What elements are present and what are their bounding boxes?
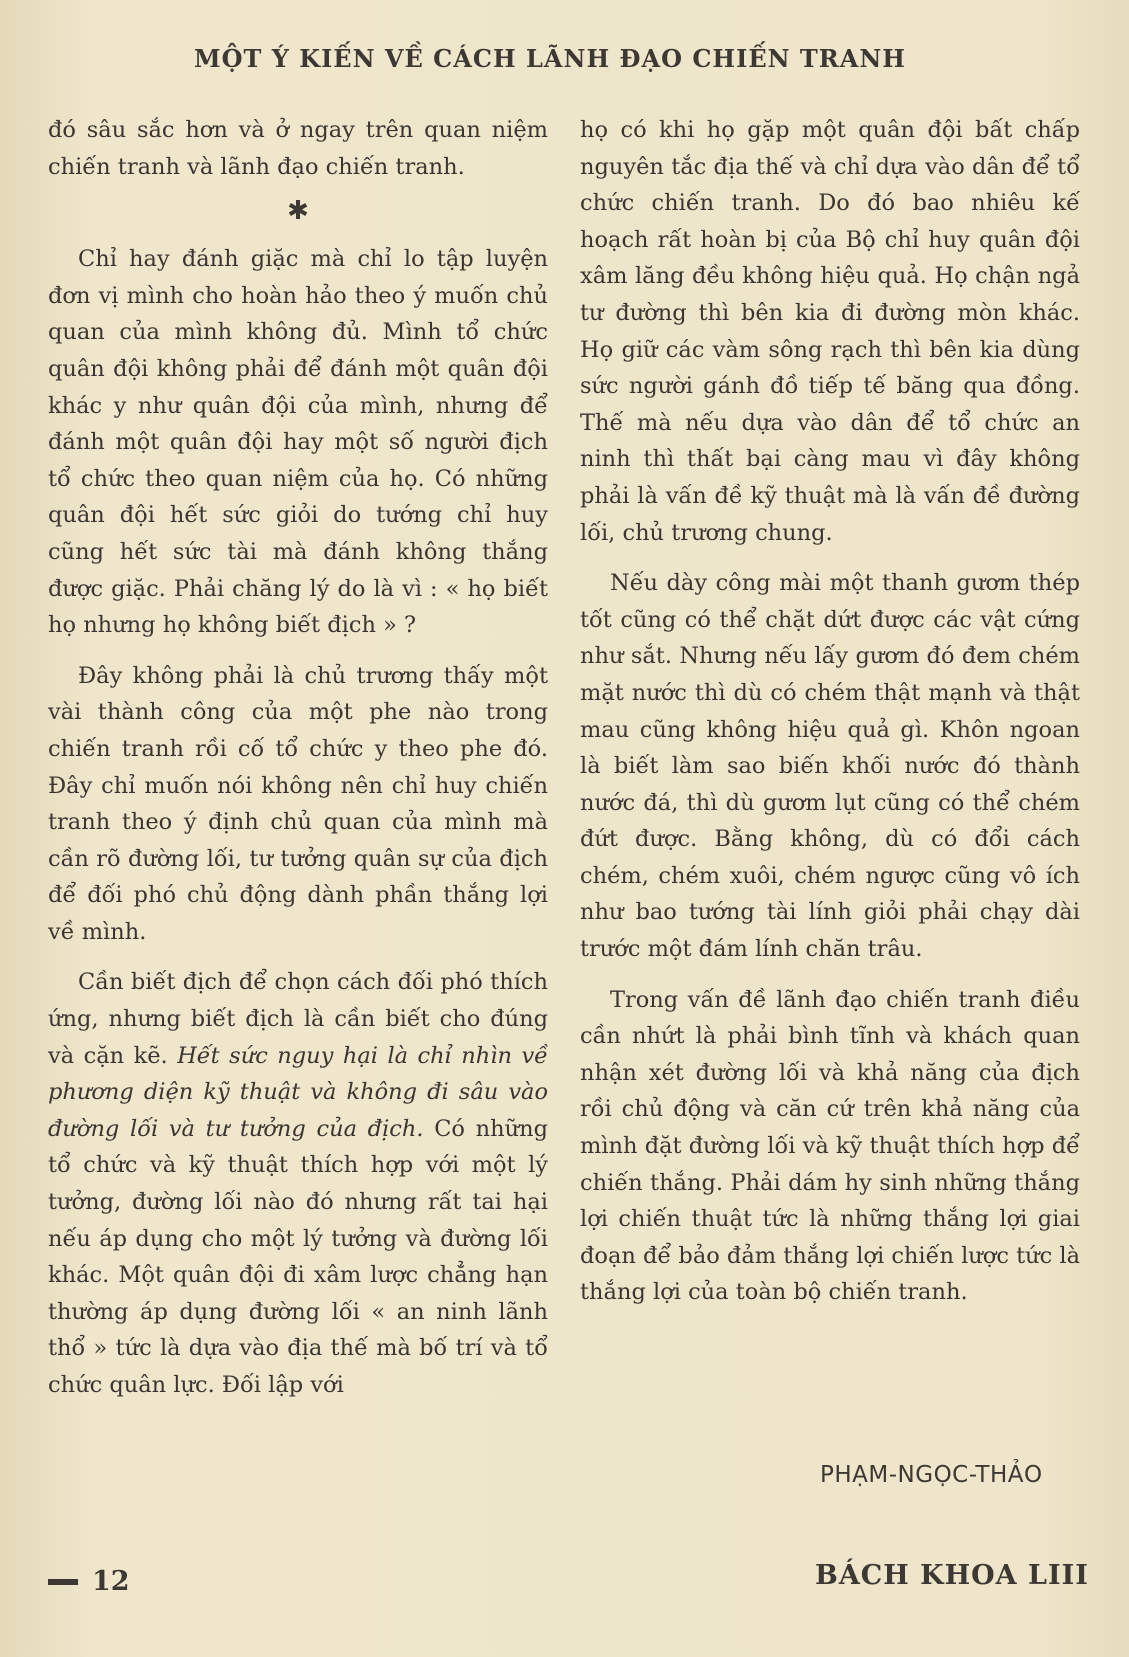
italic-emphasis: Hết sức nguy hại là chỉ nhìn về phương diện kỹ thuật và không đi sâu vào đường lối và tư tưởng của địch. bbox=[48, 1042, 549, 1142]
paragraph-text: Cần biết địch để chọn cách đối phó thích ứng, nhưng biết địch là cần biết cho đúng và cặn kẽ. bbox=[48, 969, 548, 1069]
paragraph: Đây không phải là chủ trương thấy một vài thành công của một phe nào trong chiến tranh rồi cố tổ chức y theo phe đó. Đây chỉ muốn nói không nên chỉ huy chiến tranh theo ý định chủ quan của mình mà cần rõ đường lối, tư tưởng quân sự của địch để đối phó chủ động dành phần thắng lợi về mình. bbox=[48, 662, 548, 945]
paragraph: đó sâu sắc hơn và ở ngay trên quan niệm chiến tranh và lãnh đạo chiến tranh. bbox=[48, 117, 548, 180]
running-header: MỘT Ý KIẾN VỀ CÁCH LÃNH ĐẠO CHIẾN TRANH bbox=[194, 44, 906, 73]
footer-magazine-title: BÁCH KHOA LIII bbox=[815, 1560, 1089, 1591]
section-separator-asterisk: ✱ bbox=[287, 196, 309, 227]
right-column bbox=[580, 112, 1080, 1311]
author-signature: PHẠM-NGỌC-THẢO bbox=[820, 1462, 1043, 1488]
paragraph bbox=[48, 964, 548, 1403]
dash-ornament bbox=[48, 1579, 78, 1585]
paragraph: Trong vấn đề lãnh đạo chiến tranh điều cần nhứt là phải bình tĩnh và khách quan nhận xét đường lối và khả năng của địch rồi chủ động và căn cứ trên khả năng của mình đặt đường lối và kỹ thuật thích hợp để chiến thắng. Phải dám hy sinh những thắng lợi chiến thuật tức là những thắng lợi giai đoạn để bảo đảm thắng lợi chiến lược tức là thắng lợi của toàn bộ chiến tranh. bbox=[580, 986, 1080, 1306]
paragraph: họ có khi họ gặp một quân đội bất chấp nguyên tắc địa thế và chỉ dựa vào dân để tổ chức chiến tranh. Do đó bao nhiêu kế hoạch rất hoàn bị của Bộ chỉ huy quân đội xâm lăng đều không hiệu quả. Họ chận ngả tư đường thì bên kia đi đường mòn khác. Họ giữ các vàm sông rạch thì bên kia dùng sức người gánh đồ tiếp tế băng qua đồng. Thế mà nếu dựa vào dân để tổ chức an ninh thì thất bại càng mau vì đây không phải là vấn đề kỹ thuật mà là vấn đề đường lối, chủ trương chung. bbox=[580, 117, 1080, 546]
paragraph: Chỉ hay đánh giặc mà chỉ lo tập luyện đơn vị mình cho hoàn hảo theo ý muốn chủ quan của mình không đủ. Mình tổ chức quân đội không phải để đánh một quân đội khác y như quân đội của mình, nhưng để đánh một quân đội hay một số người địch tổ chức theo quan niệm của họ. Có những quân đội hết sức giỏi do tướng chỉ huy cũng hết sức tài mà đánh không thắng được giặc. Phải chăng lý do là vì : « họ biết họ nhưng họ không biết địch » ? bbox=[48, 246, 548, 639]
paragraph-text: Có những tổ chức và kỹ thuật thích hợp với một lý tưởng, đường lối nào đó nhưng rất tai hại nếu áp dụng cho một lý tưởng và đường lối khác. Một quân đội đi xâm lược chẳng hạn thường áp dụng đường lối « an ninh lãnh thổ » tức là dựa vào địa thế mà bố trí và tổ chức quân lực. Đối lập với bbox=[48, 1115, 549, 1398]
left-column bbox=[48, 112, 548, 1404]
paragraph: Nếu dày công mài một thanh gươm thép tốt cũng có thể chặt dứt được các vật cứng như sắt. Nhưng nếu lấy gươm đó đem chém mặt nước thì dù có chém thật mạnh và thật mau cũng không hiệu quả gì. Khôn ngoan là biết làm sao biến khối nước đó thành nước đá, thì dù gươm lụt cũng có thể chém đứt được. Bằng không, dù có đổi cách chém, chém xuôi, chém ngược cũng vô ích như bao tướng tài lính giỏi phải chạy dài trước một đám lính chăn trâu. bbox=[580, 570, 1080, 963]
footer-page-number bbox=[48, 1566, 130, 1597]
page-number: 12 bbox=[92, 1566, 130, 1597]
